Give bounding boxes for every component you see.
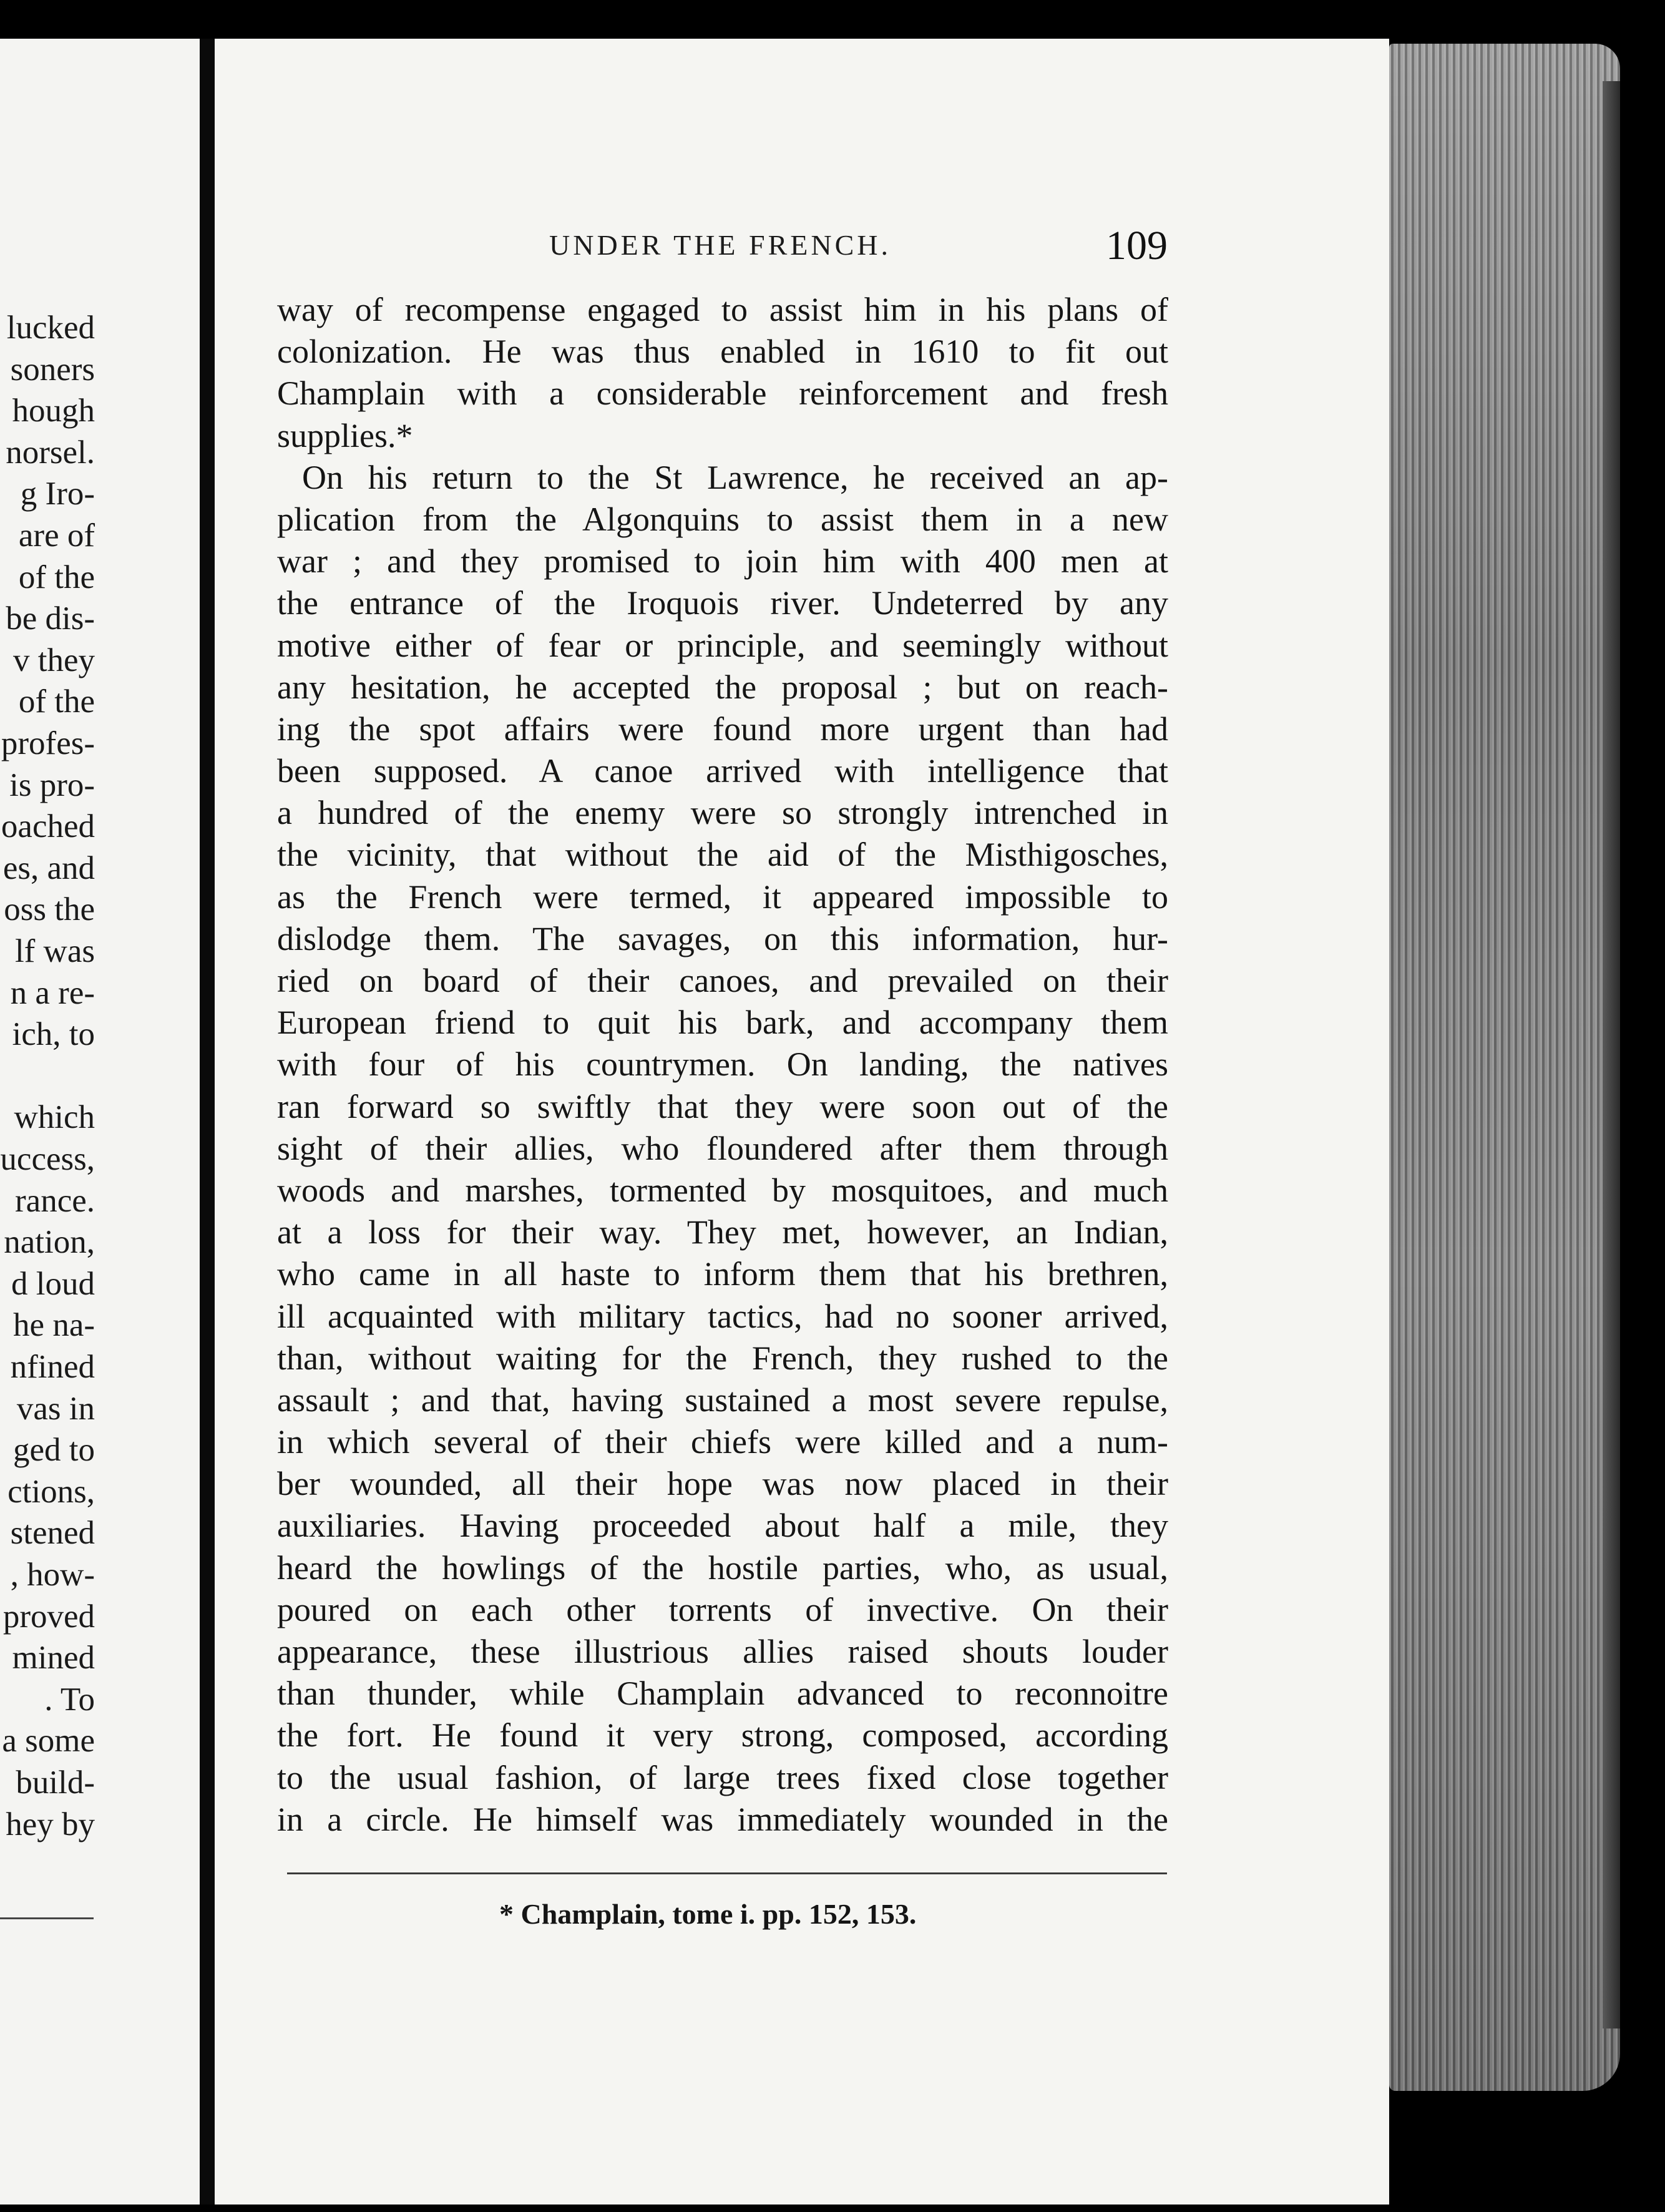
facing-page-line: soners [10,351,95,388]
facing-page-line: oss the [4,891,95,928]
body-line: ber wounded, all their hope was now placed in their [277,1465,1168,1503]
facing-page-line: . To [44,1681,95,1718]
facing-page-line: nation, [4,1224,95,1261]
body-line: poured on each other torrents of invective. On their [277,1590,1168,1628]
body-line: been supposed. A canoe arrived with intelligence that [277,752,1168,790]
facing-page-line: of the [18,559,95,595]
facing-page-line: g Iro- [20,476,95,512]
facing-page-line: be dis- [6,600,95,637]
facing-page-line: ctions, [7,1473,95,1510]
body-line: to the usual fashion, of large trees fixed close together [277,1758,1168,1796]
page-block-edge [1389,44,1620,2091]
facing-page-line: hough [12,393,95,429]
facing-page-line: vas in [16,1390,95,1427]
body-line: colonization. He was thus enabled in 1610 to fit out [277,333,1168,371]
body-line: the fort. He found it very strong, composed, according [277,1716,1168,1754]
body-line: plication from the Algonquins to assist them in a new [277,500,1168,538]
facing-page-line: nfined [10,1349,95,1385]
body-line: supplies.* [277,416,413,454]
facing-page-line: lucked [6,310,95,346]
body-line: European friend to quit his bark, and accompany them [277,1004,1168,1042]
body-line: with four of his countrymen. On landing, the natives [277,1045,1168,1084]
body-line: ill acquainted with military tactics, had no sooner arrived, [277,1297,1168,1335]
facing-page-line: hey by [6,1806,95,1843]
body-line: a hundred of the enemy were so strongly intrenched in [277,794,1168,832]
facing-page-line: uccess, [0,1141,95,1177]
facing-page-line: es, and [2,849,95,886]
body-line: who came in all haste to inform them that his brethren, [277,1255,1168,1293]
facing-page-line: build- [16,1764,95,1801]
body-line: auxiliaries. Having proceeded about half a mile, they [277,1507,1168,1545]
facing-page-line: ged to [13,1432,95,1469]
body-line: as the French were termed, it appeared impossible to [277,878,1168,916]
body-line: woods and marshes, tormented by mosquitoes, and much [277,1171,1168,1209]
facing-page-line: mined [12,1640,95,1676]
body-line: any hesitation, he accepted the proposal ; but on reach- [277,668,1168,706]
book-gutter [200,39,215,2205]
facing-page-line: rance. [15,1182,95,1219]
page-number: 109 [1106,223,1168,268]
body-line: Champlain with a considerable reinforcement and fresh [277,374,1168,413]
facing-page-line: of the [18,683,95,720]
facing-page-line: which [14,1099,95,1136]
facing-page-line: d loud [11,1265,95,1302]
facing-page-line: , how- [10,1557,95,1593]
body-line: heard the howlings of the hostile parties, who, as usual, [277,1549,1168,1587]
footnote-rule [287,1872,1167,1874]
body-line: than, without waiting for the French, they rushed to the [277,1339,1168,1377]
facing-page-line: n a re- [10,974,95,1011]
facing-page-line: v they [13,642,95,678]
body-line: sight of their allies, who floundered after them through [277,1129,1168,1167]
facing-page-line: norsel. [6,434,95,471]
body-line: in which several of their chiefs were killed and a num- [277,1423,1168,1461]
running-head: UNDER THE FRENCH. [549,229,892,261]
body-line: at a loss for their way. They met, however, an Indian, [277,1213,1168,1251]
footnote: * Champlain, tome i. pp. 152, 153. [499,1898,917,1930]
facing-page-line: ich, to [12,1016,95,1053]
facing-page-line: oached [1,808,95,845]
body-line: way of recompense engaged to assist him in his plans of [277,291,1168,328]
facing-page-line: stened [10,1515,95,1552]
body-line: war ; and they promised to join him with 400 men at [277,542,1168,580]
body-text [277,289,1168,1841]
body-line: the vicinity, that without the aid of the Misthigosches, [277,836,1168,874]
facing-page-line: lf was [14,933,95,969]
facing-page-line: is pro- [9,766,95,803]
body-line: ran forward so swiftly that they were soon out of the [277,1087,1168,1125]
body-line: appearance, these illustrious allies raised shouts louder [277,1633,1168,1670]
facing-page-line: proved [2,1598,95,1635]
body-line: On his return to the St Lawrence, he received an ap- [302,458,1168,496]
facing-page-line: a some [2,1723,95,1759]
body-line: ing the spot affairs were found more urgent than had [277,710,1168,748]
facing-page-line: profes- [1,725,95,761]
body-line: assault ; and that, having sustained a most severe repulse, [277,1381,1168,1419]
body-line: than thunder, while Champlain advanced to reconnoitre [277,1675,1168,1713]
body-line: in a circle. He himself was immediately wounded in the [277,1800,1168,1838]
body-line: dislodge them. The savages, on this information, hur- [277,919,1168,957]
facing-page-line: are of [18,517,95,554]
facing-page-footnote-rule [0,1917,94,1919]
body-line: the entrance of the Iroquois river. Undeterred by any [277,584,1168,622]
body-line: ried on board of their canoes, and prevailed on their [277,962,1168,999]
facing-page-fragment [0,39,200,2205]
facing-page-line: he na- [13,1307,95,1344]
body-line: motive either of fear or principle, and seemingly without [277,626,1168,664]
